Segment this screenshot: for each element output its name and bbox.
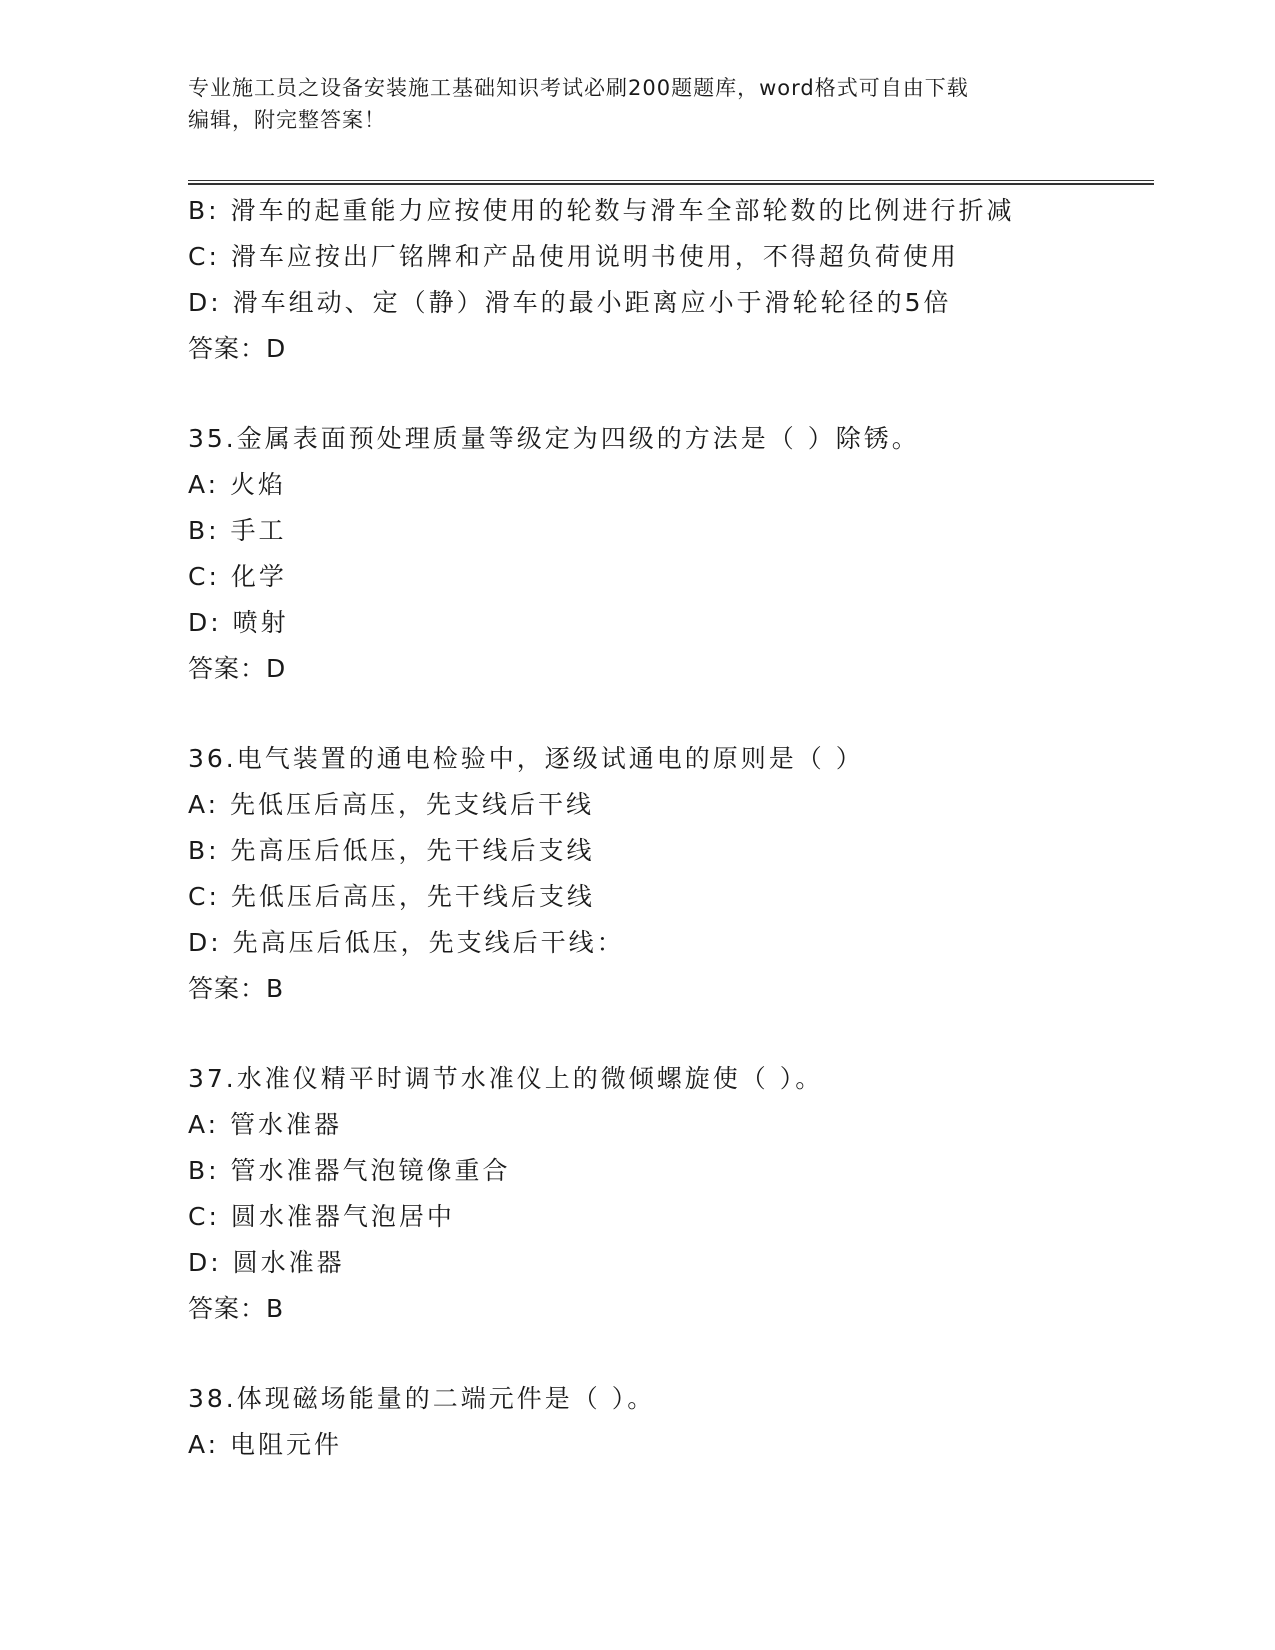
option-a: A: 先低压后高压，先支线后干线: [188, 790, 595, 819]
option-d: D: 圆水准器: [188, 1248, 345, 1277]
option-b: B: 管水准器气泡镜像重合: [188, 1156, 511, 1185]
option-a: A: 火焰: [188, 470, 287, 499]
answer: 答案：B: [188, 1294, 285, 1323]
option-b: B: 手工: [188, 516, 287, 545]
header-line-1: 专业施工员之设备安装施工基础知识考试必刷200题题库，word格式可自由下载: [188, 76, 969, 100]
answer: 答案：B: [188, 974, 285, 1003]
header-divider: [188, 180, 1154, 185]
question-34-continued: [188, 188, 1148, 372]
question-36: [188, 736, 1148, 1012]
document-header: [188, 72, 1088, 136]
question-list: [188, 188, 1148, 1468]
option-b: B: 先高压后低压，先干线后支线: [188, 836, 595, 865]
answer: 答案：D: [188, 654, 287, 683]
option-a: A: 电阻元件: [188, 1430, 343, 1459]
option-d: D: 滑车组动、定（静）滑车的最小距离应小于滑轮轮径的5倍: [188, 288, 952, 317]
option-d: D: 先高压后低压，先支线后干线：: [188, 928, 625, 957]
option-c: C: 化学: [188, 562, 287, 591]
option-a: A: 管水准器: [188, 1110, 343, 1139]
question-title: 38.体现磁场能量的二端元件是（ ）。: [188, 1384, 656, 1413]
question-title: 35.金属表面预处理质量等级定为四级的方法是（ ）除锈。: [188, 424, 920, 453]
question-35: [188, 416, 1148, 692]
option-b: B: 滑车的起重能力应按使用的轮数与滑车全部轮数的比例进行折减: [188, 196, 1015, 225]
answer: 答案：D: [188, 334, 287, 363]
option-d: D: 喷射: [188, 608, 289, 637]
option-c: C: 圆水准器气泡居中: [188, 1202, 455, 1231]
option-c: C: 先低压后高压，先干线后支线: [188, 882, 595, 911]
question-37: [188, 1056, 1148, 1332]
header-line-2: 编辑，附完整答案！: [188, 108, 386, 132]
question-title: 37.水准仪精平时调节水准仪上的微倾螺旋使（ ）。: [188, 1064, 824, 1093]
option-c: C: 滑车应按出厂铭牌和产品使用说明书使用，不得超负荷使用: [188, 242, 959, 271]
question-38: [188, 1376, 1148, 1468]
question-title: 36.电气装置的通电检验中，逐级试通电的原则是（ ）: [188, 744, 864, 773]
